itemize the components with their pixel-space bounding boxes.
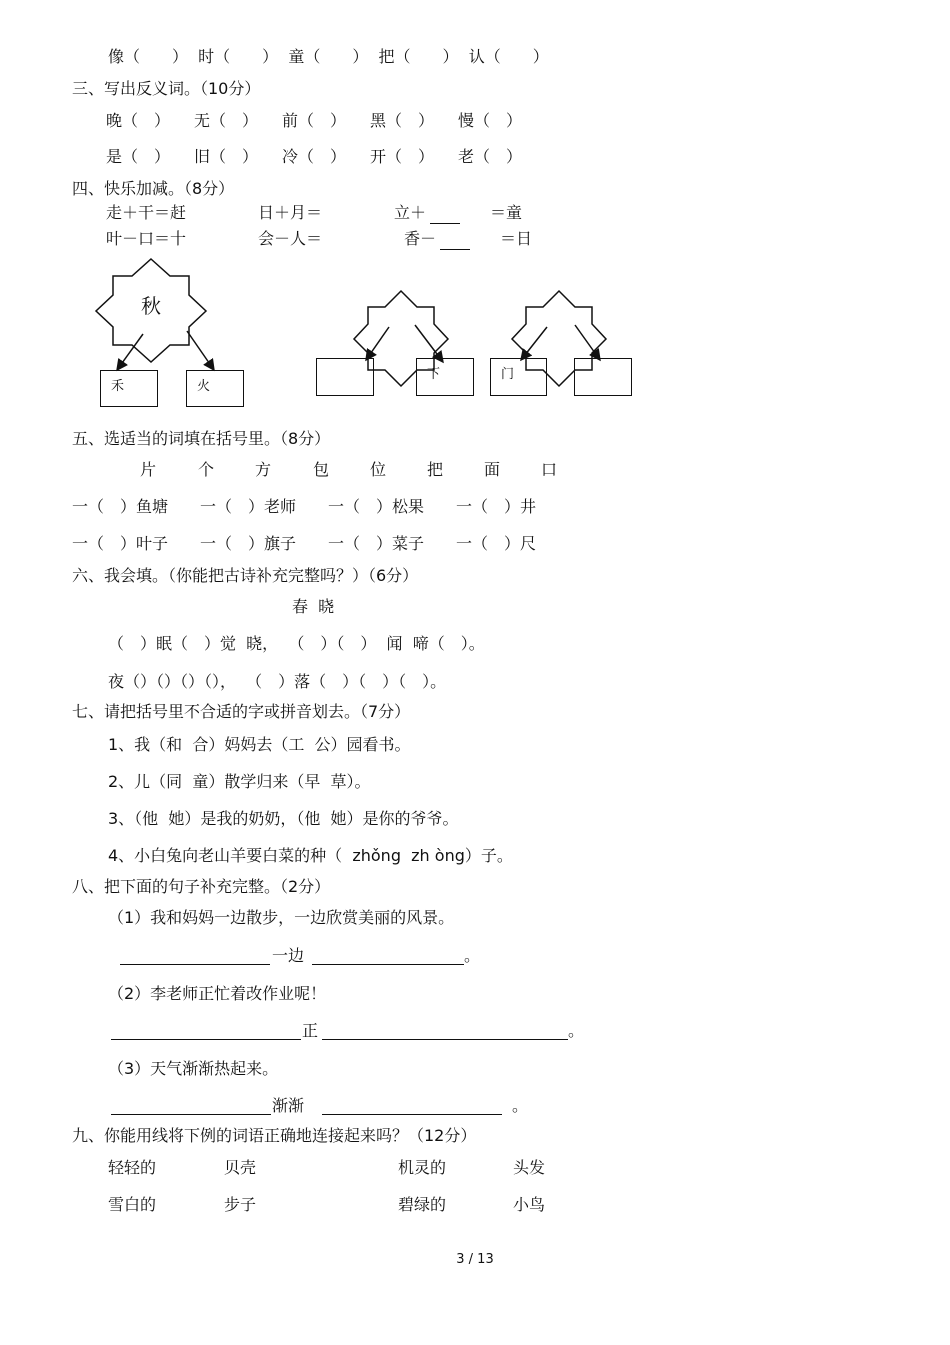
measure-word-row-2: 一（ ）叶子 一（ ）旗子 一（ ）菜子 一（ ）尺 [72, 534, 537, 553]
section-3-title: 三、写出反义词。（10分） [72, 79, 261, 98]
sentence-connector: 一边 [272, 946, 305, 965]
answer-blank [111, 1114, 271, 1115]
equation: 走＋干＝赶 [106, 203, 187, 222]
answer-blank [322, 1039, 568, 1040]
word-option: 方 [255, 460, 272, 479]
match-word: 贝壳 [224, 1158, 257, 1177]
answer-box: 门 [490, 358, 547, 396]
star-character: 秋 [141, 294, 161, 318]
equation: 日＋月＝ [258, 203, 323, 222]
word-option: 包 [313, 460, 330, 479]
answer-box: 下 [416, 358, 474, 396]
section-8-title: 八、把下面的句子补充完整。（2分） [72, 877, 331, 896]
poem-line-2: 夜（）（）（）（）， （ ）落（ ）（ ）（ ）。 [108, 672, 447, 691]
section-5-title: 五、选适当的词填在括号里。（8分） [72, 429, 331, 448]
char-fill-row: 像（ ） 时（ ） 童（ ） 把（ ） 认（ ） [108, 47, 549, 66]
answer-blank [120, 964, 270, 965]
measure-word-row-1: 一（ ）鱼塘 一（ ）老师 一（ ）松果 一（ ）井 [72, 497, 537, 516]
equation: ＝童 [490, 203, 523, 222]
strike-item: 1、我（和 合）妈妈去（工 公）园看书。 [108, 735, 411, 754]
section-6-title: 六、我会填。（你能把古诗补充完整吗？）（6分） [72, 566, 419, 585]
arrow [187, 331, 214, 370]
strike-item: 4、小白兔向老山羊要白菜的种（ zhǒng zh òng）子。 [108, 846, 513, 865]
equation: 香－ [404, 229, 437, 248]
answer-box: 火 [186, 370, 244, 407]
sentence-end: 。 [464, 946, 481, 965]
word-option: 面 [484, 460, 501, 479]
match-word: 机灵的 [398, 1158, 447, 1177]
answer-box: 禾 [100, 370, 158, 407]
poem-title: 春 晓 [292, 597, 335, 616]
answer-blank [322, 1114, 502, 1115]
match-word: 头发 [513, 1158, 546, 1177]
word-option: 把 [427, 460, 444, 479]
strike-item: 2、儿（同 童）散学归来（早 草）。 [108, 772, 371, 791]
match-word: 轻轻的 [108, 1158, 157, 1177]
answer-blank [312, 964, 464, 965]
match-word: 雪白的 [108, 1195, 157, 1214]
word-option: 位 [370, 460, 387, 479]
sentence-end: 。 [568, 1021, 585, 1040]
equation: ＝日 [500, 229, 533, 248]
answer-blank [111, 1039, 301, 1040]
strike-item: 3、（他 她）是我的奶奶，（他 她）是你的爷爷。 [108, 809, 459, 828]
equation: 会－人＝ [258, 229, 323, 248]
poem-line-1: （ ）眠（ ）觉 晓， （ ）（ ） 闻 啼（ ）。 [108, 634, 485, 653]
word-option: 个 [198, 460, 215, 479]
page-number: 3 / 13 [456, 1252, 494, 1267]
answer-box [574, 358, 632, 396]
sentence-example: （1）我和妈妈一边散步，一边欣赏美丽的风景。 [108, 908, 455, 927]
section-7-title: 七、请把括号里不合适的字或拼音划去。（7分） [72, 702, 411, 721]
sentence-example: （2）李老师正忙着改作业呢！ [108, 984, 327, 1003]
match-word: 小鸟 [513, 1195, 546, 1214]
section-4-title: 四、快乐加减。（8分） [72, 179, 235, 198]
answer-box [316, 358, 374, 396]
section-9-title: 九、你能用线将下例的词语正确地连接起来吗？（12分） [72, 1126, 477, 1145]
match-word: 碧绿的 [398, 1195, 447, 1214]
sentence-example: （3）天气渐渐热起来。 [108, 1059, 279, 1078]
match-word: 步子 [224, 1195, 257, 1214]
sentence-connector: 正 [302, 1021, 319, 1040]
equation: 立＋ [394, 203, 427, 222]
equation: 叶－口＝十 [106, 229, 187, 248]
word-option: 口 [541, 460, 558, 479]
antonym-row-1: 晚（ ） 无（ ） 前（ ） 黑（ ） 慢（ ） [106, 111, 523, 130]
word-option: 片 [140, 460, 157, 479]
sentence-end: 。 [512, 1096, 529, 1115]
sentence-connector: 渐渐 [272, 1096, 305, 1115]
antonym-row-2: 是（ ） 旧（ ） 冷（ ） 开（ ） 老（ ） [106, 147, 523, 166]
